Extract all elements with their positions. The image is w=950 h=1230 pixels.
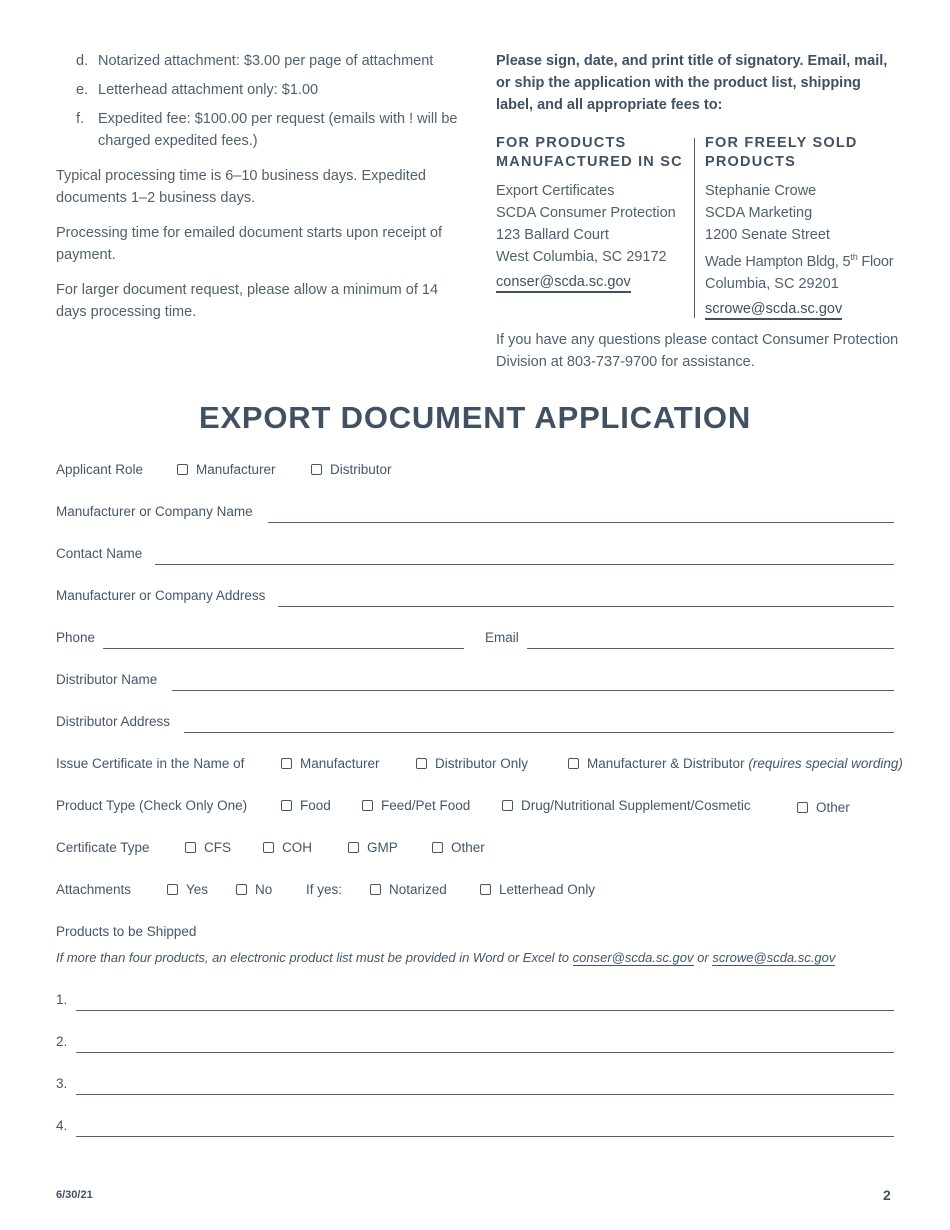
product-line-row	[56, 1115, 908, 1139]
address-line: Stephanie Crowe	[705, 183, 817, 199]
attachments-yes-option[interactable]: Yes	[167, 882, 208, 897]
address-line: SCDA Marketing	[705, 205, 813, 221]
issue-certificate-label: Issue Certificate in the Name of	[56, 756, 245, 771]
products-label: Products to be Shipped	[56, 924, 197, 939]
attachments-notarized-option[interactable]: Notarized	[370, 882, 447, 897]
email-label: Email	[485, 630, 519, 645]
attachments-row	[56, 879, 908, 903]
address-columns	[496, 134, 901, 329]
product-number: 4.	[56, 1118, 68, 1133]
cert-gmp-option[interactable]: GMP	[348, 840, 398, 855]
fee-notes-column	[56, 50, 461, 323]
issue-manufacturer-distributor-option[interactable]: Manufacturer & Distributor (requires special wording)	[568, 756, 903, 771]
checkbox[interactable]	[263, 842, 274, 853]
fee-item-e: e. Letterhead attachment only: $1.00	[76, 82, 319, 98]
large-request-note: For larger document request, please allow a minimum of 14 days processing time.	[56, 282, 439, 320]
issue-certificate-row	[56, 753, 908, 777]
if-yes-label: If yes:	[306, 882, 343, 897]
product-number: 3.	[56, 1076, 68, 1091]
distributor-address-row	[56, 711, 908, 735]
emailed-document-note: Processing time for emailed document starts upon receipt of payment.	[56, 225, 443, 263]
contact-name-field[interactable]	[155, 564, 894, 566]
company-address-row	[56, 585, 908, 609]
checkbox[interactable]	[348, 842, 359, 853]
product-drug-supplement-option[interactable]: Drug/Nutritional Supplement/Cosmetic	[502, 798, 751, 813]
certificate-type-row	[56, 837, 908, 861]
address-line-bldg: Wade Hampton Bldg, 5th Floor	[705, 252, 894, 270]
attachments-letterhead-option[interactable]: Letterhead Only	[480, 882, 595, 897]
distributor-name-row	[56, 669, 908, 693]
product-line-row	[56, 1073, 908, 1097]
distributor-address-field[interactable]	[184, 732, 894, 734]
address-line: West Columbia, SC 29172	[496, 249, 667, 265]
signing-instructions: Please sign, date, and print title of signatory. Email, mail, or ship the application with the product list, shipping label, and all appropriate fees to:	[496, 53, 888, 113]
address-line: 123 Ballard Court	[496, 227, 609, 243]
role-distributor-option[interactable]: Distributor	[311, 462, 392, 477]
submission-column	[496, 50, 901, 373]
column-divider	[694, 138, 695, 318]
product-line-row	[56, 1031, 908, 1055]
products-note: If more than four products, an electronic product list must be provided in Word or Excel to conser@scda.sc.gov or scrowe@scda.sc.gov	[56, 950, 836, 965]
distributor-name-label: Distributor Name	[56, 672, 158, 687]
role-manufacturer-option[interactable]: Manufacturer	[177, 462, 276, 477]
product-food-option[interactable]: Food	[281, 798, 331, 813]
attachments-label: Attachments	[56, 882, 132, 897]
applicant-role-label: Applicant Role	[56, 462, 144, 477]
checkbox[interactable]	[281, 758, 292, 769]
footer-date: 6/30/21	[56, 1189, 93, 1201]
checkbox[interactable]	[185, 842, 196, 853]
fee-item-d: d. Notarized attachment: $3.00 per page of attachment	[76, 53, 434, 69]
contact-name-row	[56, 543, 908, 567]
note-conser-email-link[interactable]: conser@scda.sc.gov	[572, 950, 694, 965]
processing-time-note: Typical processing time is 6–10 business days. Expedited documents 1–2 business days.	[56, 168, 426, 206]
applicant-role-row	[56, 459, 908, 483]
freely-sold-heading: FOR FREELY SOLD PRODUCTS	[705, 135, 858, 170]
sc-products-heading: FOR PRODUCTS MANUFACTURED IN SC	[496, 135, 683, 170]
address-line: 1200 Senate Street	[705, 227, 830, 243]
product-feed-pet-option[interactable]: Feed/Pet Food	[362, 798, 470, 813]
products-note-row	[56, 947, 908, 971]
product-number: 2.	[56, 1034, 68, 1049]
issue-distributor-only-option[interactable]: Distributor Only	[416, 756, 528, 771]
product-other-option[interactable]: Other	[797, 800, 850, 815]
checkbox[interactable]	[370, 884, 381, 895]
fee-item-f: f. Expedited fee: $100.00 per request (emails with ! will be charged expedited fees.)	[76, 111, 458, 149]
company-name-row	[56, 501, 908, 525]
checkbox[interactable]	[167, 884, 178, 895]
cert-coh-option[interactable]: COH	[263, 840, 312, 855]
product-line-row	[56, 989, 908, 1013]
product-number: 1.	[56, 992, 68, 1007]
checkbox[interactable]	[416, 758, 427, 769]
contact-question: If you have any questions please contact Consumer Protection Division at 803-737-9700 for assistance.	[496, 332, 899, 370]
phone-label: Phone	[56, 630, 96, 645]
email-field[interactable]	[527, 648, 894, 650]
company-address-label: Manufacturer or Company Address	[56, 588, 266, 603]
company-address-field[interactable]	[278, 606, 894, 608]
checkbox[interactable]	[480, 884, 491, 895]
conser-email-link[interactable]: conser@scda.sc.gov	[496, 274, 631, 293]
freely-sold-address	[705, 134, 905, 320]
contact-name-label: Contact Name	[56, 546, 143, 561]
page-number: 2	[883, 1187, 891, 1203]
fee-list	[56, 50, 461, 152]
company-name-label: Manufacturer or Company Name	[56, 504, 253, 519]
checkbox[interactable]	[177, 464, 188, 475]
checkbox[interactable]	[797, 802, 808, 813]
product-4-field[interactable]	[76, 1136, 894, 1138]
sc-products-address	[496, 134, 691, 293]
note-scrowe-email-link[interactable]: scrowe@scda.sc.gov	[712, 950, 836, 965]
distributor-address-label: Distributor Address	[56, 714, 171, 729]
attachments-no-option[interactable]: No	[236, 882, 272, 897]
product-type-label: Product Type (Check Only One)	[56, 798, 248, 813]
checkbox[interactable]	[502, 800, 513, 811]
page-title: EXPORT DOCUMENT APPLICATION	[198, 400, 752, 435]
checkbox[interactable]	[311, 464, 322, 475]
checkbox[interactable]	[236, 884, 247, 895]
product-2-field[interactable]	[76, 1052, 894, 1054]
address-line: Export Certificates	[496, 183, 615, 199]
cert-other-option[interactable]: Other	[432, 840, 485, 855]
checkbox[interactable]	[568, 758, 579, 769]
product-3-field[interactable]	[76, 1094, 894, 1096]
address-line: SCDA Consumer Protection	[496, 205, 676, 221]
address-line: Columbia, SC 29201	[705, 275, 839, 292]
product-1-field[interactable]	[76, 1010, 894, 1012]
phone-field[interactable]	[103, 648, 464, 650]
checkbox[interactable]	[432, 842, 443, 853]
phone-email-row	[56, 627, 908, 651]
cert-cfs-option[interactable]: CFS	[185, 840, 231, 855]
distributor-name-field[interactable]	[172, 690, 894, 692]
product-type-row	[56, 795, 908, 819]
scrowe-email-link[interactable]: scrowe@scda.sc.gov	[705, 301, 842, 320]
products-label-row	[56, 921, 908, 945]
issue-manufacturer-option[interactable]: Manufacturer	[281, 756, 380, 771]
checkbox[interactable]	[362, 800, 373, 811]
checkbox[interactable]	[281, 800, 292, 811]
company-name-field[interactable]	[268, 522, 894, 524]
certificate-type-label: Certificate Type	[56, 840, 150, 855]
